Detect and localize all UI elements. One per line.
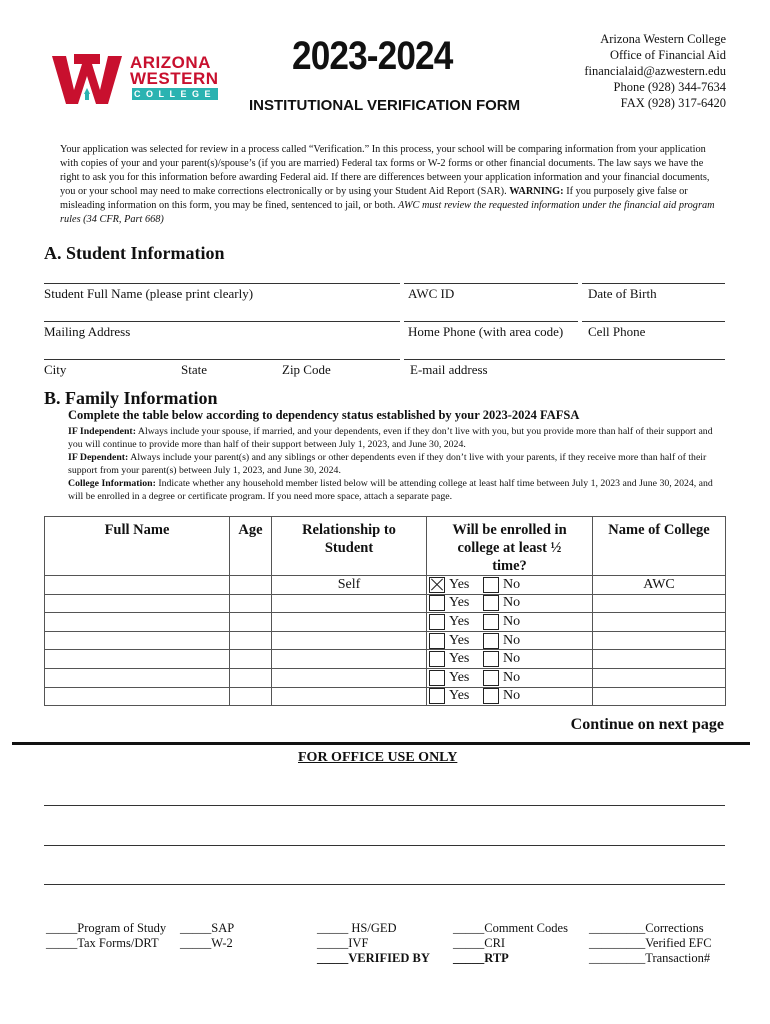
row-age[interactable]: [230, 650, 272, 669]
independent-instruction: [68, 425, 728, 451]
col-college-name: Name of College: [593, 517, 726, 576]
independent-text: Always include your spouse, if married, and your dependents, even if they don’t live with you, but you provide more than half of their support and you will continue to provide more than half of their support between July 1, 2023, and June 30, 2024.: [68, 426, 713, 450]
city-line: [44, 359, 400, 360]
row-college-name[interactable]: AWC: [593, 576, 726, 595]
no-label: No: [503, 651, 521, 667]
row-college-name[interactable]: [593, 594, 726, 613]
row-age[interactable]: [230, 668, 272, 687]
row-age[interactable]: [230, 576, 272, 595]
col-full-name: Full Name: [45, 517, 230, 576]
table-row: [45, 687, 726, 706]
no-label: No: [503, 576, 521, 592]
independent-label: IF Independent:: [68, 426, 136, 437]
logo-college: COLLEGE: [133, 89, 216, 99]
yes-label: Yes: [449, 632, 470, 648]
yes-checkbox[interactable]: [429, 633, 445, 649]
office-line-2[interactable]: [44, 845, 725, 846]
office-line-1[interactable]: [44, 805, 725, 806]
family-instructions: [68, 425, 728, 503]
no-checkbox[interactable]: [483, 614, 499, 630]
dependent-instruction: [68, 451, 728, 477]
table-row: [45, 613, 726, 632]
row-full-name[interactable]: [45, 650, 230, 669]
intro-italic: AWC must review the requested information under the financial aid program rules (34 CFR, Part 668): [60, 200, 715, 225]
dependent-label: IF Dependent:: [68, 452, 129, 463]
no-label: No: [503, 632, 521, 648]
college-instruction: [68, 477, 728, 503]
family-subheading: Complete the table below according to dependency status established by your 2023-2024 FAFSA: [68, 408, 580, 422]
page-divider: [12, 742, 750, 745]
no-checkbox[interactable]: [483, 670, 499, 686]
contact-email[interactable]: financialaid@azwestern.edu: [584, 64, 726, 78]
awc-id-field[interactable]: AWC ID: [408, 286, 455, 301]
col-enrolled: Will be enrolled in college at least ½ time?: [427, 517, 593, 576]
full-name-field[interactable]: Student Full Name (please print clearly): [44, 286, 254, 301]
no-label: No: [503, 595, 521, 611]
mailing-field[interactable]: Mailing Address: [44, 324, 131, 339]
logo-western: WESTERN: [130, 69, 219, 88]
row-full-name[interactable]: [45, 668, 230, 687]
office-comment-codes[interactable]: _____Comment Codes: [453, 921, 568, 935]
state-field[interactable]: State: [181, 362, 207, 377]
awc-logo: [52, 50, 222, 106]
yes-label: Yes: [449, 595, 470, 611]
yes-label: Yes: [449, 613, 470, 629]
row-full-name[interactable]: [45, 594, 230, 613]
city-field[interactable]: City: [44, 362, 67, 377]
email-field[interactable]: E-mail address: [410, 362, 488, 377]
row-relationship[interactable]: Self: [272, 576, 427, 595]
row-enrolled: [427, 613, 593, 632]
row-enrolled: [427, 668, 593, 687]
row-college-name[interactable]: [593, 687, 726, 706]
no-label: No: [503, 669, 521, 685]
row-full-name[interactable]: [45, 631, 230, 650]
table-row: [45, 631, 726, 650]
yes-label: Yes: [449, 669, 470, 685]
full-name-line: [44, 283, 400, 284]
col-age: Age: [230, 517, 272, 576]
no-label: No: [503, 688, 521, 704]
table-row: [45, 576, 726, 595]
office-col-2: [180, 921, 234, 951]
contact-office: Office of Financial Aid: [609, 48, 726, 62]
home-phone-field[interactable]: Home Phone (with area code): [408, 324, 564, 339]
office-heading: FOR OFFICE USE ONLY: [298, 750, 458, 765]
yes-checkbox[interactable]: [429, 670, 445, 686]
email-line: [404, 359, 725, 360]
office-col-4: [453, 921, 568, 966]
cell-line: [582, 321, 725, 322]
form-title: INSTITUTIONAL VERIFICATION FORM: [249, 97, 521, 114]
no-label: No: [503, 613, 521, 629]
row-relationship[interactable]: [272, 668, 427, 687]
table-row: [45, 650, 726, 669]
family-table: [44, 516, 726, 706]
no-checkbox[interactable]: [483, 688, 499, 704]
contact-block: [584, 31, 726, 111]
row-relationship[interactable]: [272, 650, 427, 669]
office-tax-forms[interactable]: _____Tax Forms/DRT: [46, 936, 159, 950]
yes-checkbox[interactable]: [429, 651, 445, 667]
office-ivf[interactable]: _____IVF: [317, 936, 369, 950]
row-college-name[interactable]: [593, 650, 726, 669]
row-enrolled: [427, 687, 593, 706]
row-full-name[interactable]: [45, 613, 230, 632]
row-college-name[interactable]: [593, 613, 726, 632]
mailing-line: [44, 321, 400, 322]
row-age[interactable]: [230, 687, 272, 706]
intro-paragraph: [60, 143, 720, 227]
office-col-5: [589, 921, 712, 966]
row-relationship[interactable]: [272, 613, 427, 632]
office-sap[interactable]: _____SAP: [180, 921, 235, 935]
yes-checkbox[interactable]: [429, 614, 445, 630]
no-checkbox[interactable]: [483, 651, 499, 667]
warning-text: If you purposely give false or misleading information on this form, you may be fined, sentenced to jail, or both.: [60, 186, 688, 211]
office-transaction[interactable]: _________Transaction#: [589, 951, 711, 965]
office-hs-ged[interactable]: _____ HS/GED: [317, 921, 397, 935]
awc-id-line: [404, 283, 578, 284]
continue-note: Continue on next page: [570, 716, 724, 733]
home-phone-line: [404, 321, 578, 322]
office-program-of-study[interactable]: _____Program of Study: [46, 921, 167, 935]
office-w2[interactable]: _____W-2: [180, 936, 233, 950]
office-line-3[interactable]: [44, 884, 725, 885]
row-age[interactable]: [230, 594, 272, 613]
office-rtp[interactable]: _____RTP: [453, 951, 509, 965]
form-year: 2023-2024: [292, 34, 453, 78]
zip-field[interactable]: Zip Code: [282, 362, 331, 377]
yes-checkbox[interactable]: [429, 688, 445, 704]
cell-field[interactable]: Cell Phone: [588, 324, 646, 339]
office-corrections[interactable]: _________Corrections: [589, 921, 704, 935]
contact-college: Arizona Western College: [600, 32, 726, 46]
contact-phone: Phone (928) 344-7634: [613, 80, 726, 94]
no-checkbox[interactable]: [483, 633, 499, 649]
row-relationship[interactable]: [272, 687, 427, 706]
warning-label: WARNING:: [509, 186, 564, 197]
no-checkbox[interactable]: [483, 577, 499, 593]
dob-line: [582, 283, 725, 284]
table-row: [45, 594, 726, 613]
college-label: College Information:: [68, 478, 156, 489]
logo-arizona: ARIZONA: [130, 53, 211, 72]
section-b-heading: B. Family Information: [44, 388, 218, 408]
row-age[interactable]: [230, 631, 272, 650]
row-enrolled: [427, 576, 593, 595]
yes-label: Yes: [449, 651, 470, 667]
office-col-3: [317, 921, 430, 966]
yes-checkbox[interactable]: [429, 595, 445, 611]
row-college-name[interactable]: [593, 668, 726, 687]
col-relationship: Relationship to Student: [272, 517, 427, 576]
section-a-heading: A. Student Information: [44, 243, 225, 263]
row-age[interactable]: [230, 613, 272, 632]
yes-checkbox[interactable]: [429, 577, 445, 593]
contact-fax: FAX (928) 317-6420: [620, 96, 726, 110]
office-verified-by[interactable]: _____VERIFIED BY: [317, 951, 430, 965]
row-relationship[interactable]: [272, 631, 427, 650]
row-relationship[interactable]: [272, 594, 427, 613]
table-row: [45, 668, 726, 687]
college-text: Indicate whether any household member listed below will be attending college at least half time between July 1, 2023 and June 30, 2024, and will be enrolled in a degree or certificate program. If you need more space, attach a separate page.: [68, 478, 713, 502]
dob-field[interactable]: Date of Birth: [588, 286, 657, 301]
yes-label: Yes: [449, 576, 470, 592]
yes-label: Yes: [449, 688, 470, 704]
row-college-name[interactable]: [593, 631, 726, 650]
no-checkbox[interactable]: [483, 595, 499, 611]
office-verified-efc[interactable]: _________Verified EFC: [589, 936, 712, 950]
row-full-name[interactable]: [45, 576, 230, 595]
row-enrolled: [427, 594, 593, 613]
row-enrolled: [427, 631, 593, 650]
intro-text: Your application was selected for review in a process called “Verification.” In this process, your school will be comparing information from your application with copies of your and your parent(s)/spouse’s (if you are married) Federal tax forms or W-2 forms or other financial documents. The law says we have the right to ask you for this information before awarding Federal aid. If there are differences between your application information and your financial documents, you or your school may need to make corrections electronically or by using your Student Aid Report (SAR).: [60, 144, 710, 197]
row-enrolled: [427, 650, 593, 669]
office-cri[interactable]: _____CRI: [453, 936, 506, 950]
row-full-name[interactable]: [45, 687, 230, 706]
dependent-text: Always include your parent(s) and any siblings or other dependents even if they don’t live with your parents, if they receive more than half of their support from your parent(s) between July 1, 2023, and June 30, 2024.: [68, 452, 707, 476]
office-col-1: [46, 921, 166, 951]
